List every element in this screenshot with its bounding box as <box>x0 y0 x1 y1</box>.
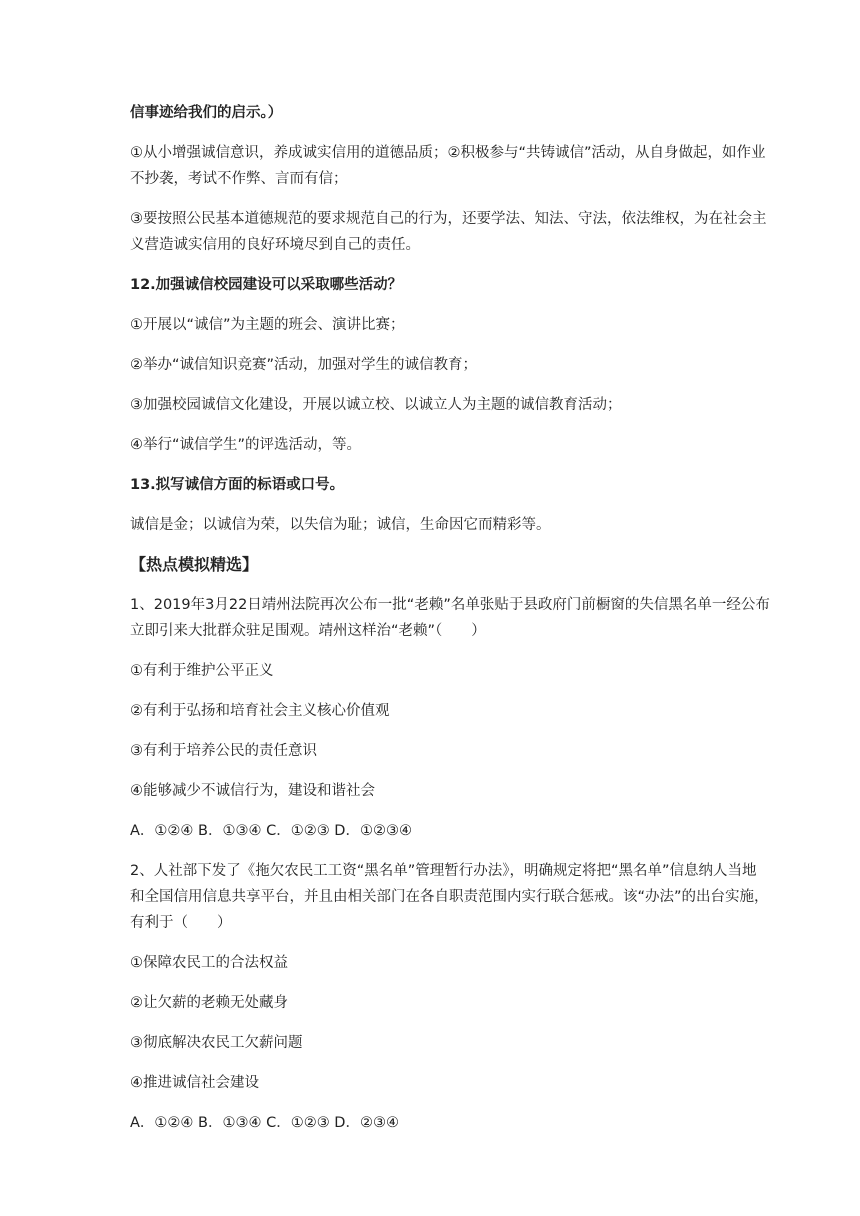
section-heading: 【热点模拟精选】 <box>130 555 259 574</box>
mc2-item-3: ③彻底解决农民工欠薪问题 <box>130 1035 303 1051</box>
question12-item-3: ③加强校园诚信文化建设，开展以诚立校、以诚立人为主题的诚信教育活动； <box>130 397 622 413</box>
mc2-item-2: ②让欠薪的老赖无处藏身 <box>130 995 288 1011</box>
question13-title: 13.拟写诚信方面的标语或口号。 <box>130 477 345 493</box>
mc2-options: A．①②④ B．①③④ C．①②③ D．②③④ <box>130 1115 399 1131</box>
mc2-item-1: ①保障农民工的合法权益 <box>130 955 288 971</box>
mc1-options: A．①②④ B．①③④ C．①②③ D．①②③④ <box>130 823 412 839</box>
mc1-stem: 1、2019年3月22日靖州法院再次公布一批“老赖”名单张贴于县政府门前橱窗的失信黑名单一经公布立即引来大批群众驻足围观。靖州这样治“老赖”（ ） <box>130 597 770 639</box>
answer11-paragraph-1: ①从小增强诚信意识，养成诚实信用的道德品质；②积极参与“共铸诚信”活动，从自身做起，如作业不抄袭，考试不作弊、言而有信； <box>130 145 766 187</box>
mc1-item-1: ①有利于维护公平正义 <box>130 663 274 679</box>
mc1-item-2: ②有利于弘扬和培育社会主义核心价值观 <box>130 703 390 719</box>
mc1-item-3: ③有利于培养公民的责任意识 <box>130 743 317 759</box>
mc1-item-4: ④能够减少不诚信行为，建设和谐社会 <box>130 783 375 799</box>
question13-answer: 诚信是金；以诚信为荣，以失信为耻；诚信，生命因它而精彩等。 <box>130 517 551 533</box>
intro-tail: 信事迹给我们的启示。） <box>130 105 283 121</box>
mc2-item-4: ④推进诚信社会建设 <box>130 1075 259 1091</box>
question12-title: 12.加强诚信校园建设可以采取哪些活动？ <box>130 277 403 293</box>
answer11-paragraph-2: ③要按照公民基本道德规范的要求规范自己的行为，还要学法、知法、守法，依法维权，为在社会主义营造诚实信用的良好环境尽到自己的责任。 <box>130 211 767 253</box>
mc2-stem: 2、人社部下发了《拖欠农民工工资“黑名单”管理暂行办法》，明确规定将把“黑名单”信息纳人当地和全国信用信息共享平台，并且由相关部门在各自职责范围内实行联合惩戒。该“办法”的出台实施，有利于（ ） <box>130 863 769 931</box>
question12-item-1: ①开展以“诚信”为主题的班会、演讲比赛； <box>130 317 405 333</box>
question12-item-4: ④举行“诚信学生”的评选活动，等。 <box>130 437 362 453</box>
question12-item-2: ②举办“诚信知识竞赛”活动，加强对学生的诚信教育； <box>130 357 478 373</box>
